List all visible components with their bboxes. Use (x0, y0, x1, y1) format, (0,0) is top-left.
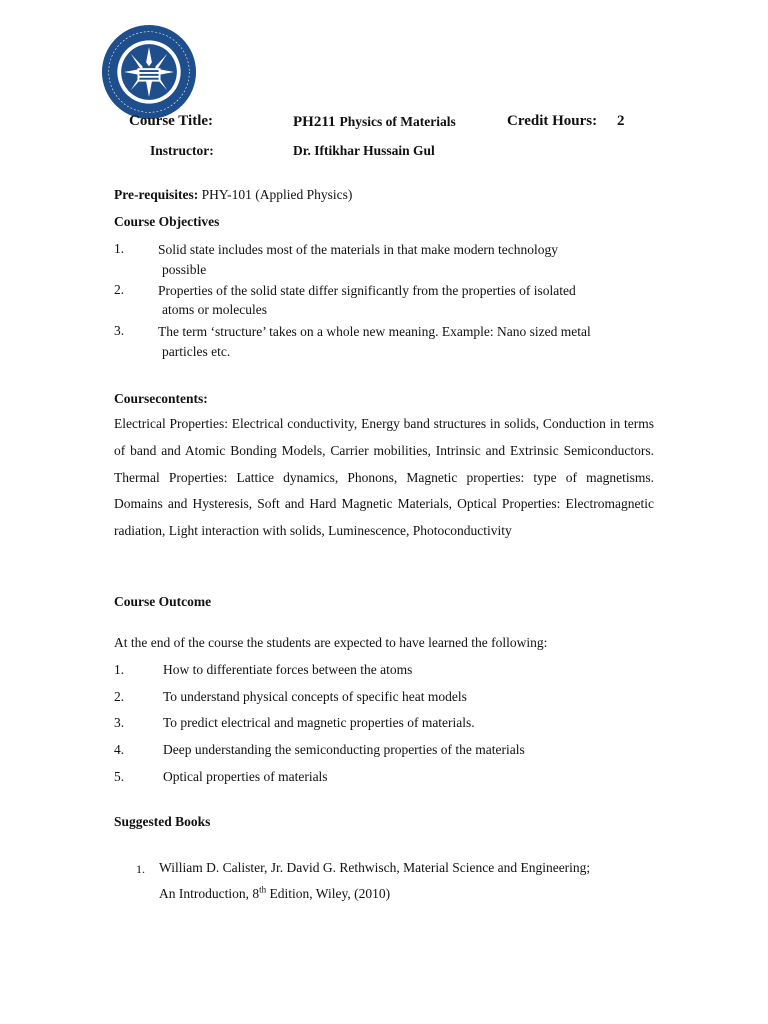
outcome-item: How to differentiate forces between the atoms (163, 662, 413, 677)
course-code: PH211 (293, 114, 336, 130)
book-number: 1. (136, 862, 145, 876)
outcome-heading: Course Outcome (114, 594, 212, 609)
book-publisher-part: Edition, Wiley, (2010) (266, 886, 391, 901)
objective-item-line: Properties of the solid state differ significantly from the properties of isolated (158, 283, 576, 298)
prerequisites-label: Pre-requisites: (114, 187, 199, 202)
outcome-item: Deep understanding the semiconducting properties of the materials (163, 742, 525, 757)
course-name: Physics of Materials (339, 114, 456, 129)
course-title-value (293, 113, 456, 131)
objective-number: 2. (114, 282, 125, 297)
edition-superscript: th (259, 884, 267, 895)
objectives-heading: Course Objectives (114, 214, 220, 229)
course-title-label: Course Title: (129, 113, 214, 129)
instructor-label: Instructor: (150, 143, 214, 158)
university-logo (101, 24, 197, 120)
outcome-number: 1. (114, 662, 125, 677)
outcome-item: To understand physical concepts of specific heat models (163, 689, 467, 704)
objective-item-line: Solid state includes most of the materials in that make modern technology (158, 242, 559, 257)
objective-item-continuation: atoms or molecules (162, 302, 267, 317)
contents-heading: Coursecontents: (114, 391, 208, 406)
books-heading: Suggested Books (114, 814, 211, 829)
credit-hours-value: 2 (617, 113, 625, 129)
outcome-number: 4. (114, 742, 125, 757)
objective-item-continuation: possible (162, 262, 207, 277)
prerequisites (114, 187, 352, 203)
book-title-part: An Introduction, 8 (159, 886, 260, 901)
outcome-item: To predict electrical and magnetic properties of materials. (163, 715, 475, 730)
objective-number: 3. (114, 323, 125, 338)
outcome-intro: At the end of the course the students are expected to have learned the following: (114, 635, 548, 650)
prerequisites-value: PHY-101 (Applied Physics) (201, 187, 353, 202)
outcome-number: 3. (114, 715, 125, 730)
book-item-line: William D. Calister, Jr. David G. Rethwisch, Material Science and Engineering; (159, 860, 591, 875)
instructor-value: Dr. Iftikhar Hussain Gul (293, 143, 435, 158)
objective-item-continuation: particles etc. (162, 344, 231, 359)
objective-item-line: The term ‘structure’ takes on a whole new meaning. Example: Nano sized metal (158, 324, 591, 339)
objective-number: 1. (114, 241, 125, 256)
credit-hours-label: Credit Hours: (507, 113, 598, 129)
outcome-number: 2. (114, 689, 125, 704)
outcome-item: Optical properties of materials (163, 769, 328, 784)
book-item-continuation (159, 886, 390, 902)
contents-paragraph: Electrical Properties: Electrical conductivity, Energy band structures in solids, Conduction in terms of band and Atomic Bonding Models, Carrier mobilities, Intrinsic and Extrinsic Semiconductors. Thermal Properties: Lattice dynamics, Phonons, Magnetic properties: type of magnetisms. Domains and Hysteresis, Soft and Hard Magnetic Materials, Optical Properties: Electromagnetic radiation, Light interaction with solids, Luminescence, Photoconductivity (114, 416, 654, 539)
outcome-number: 5. (114, 769, 125, 784)
